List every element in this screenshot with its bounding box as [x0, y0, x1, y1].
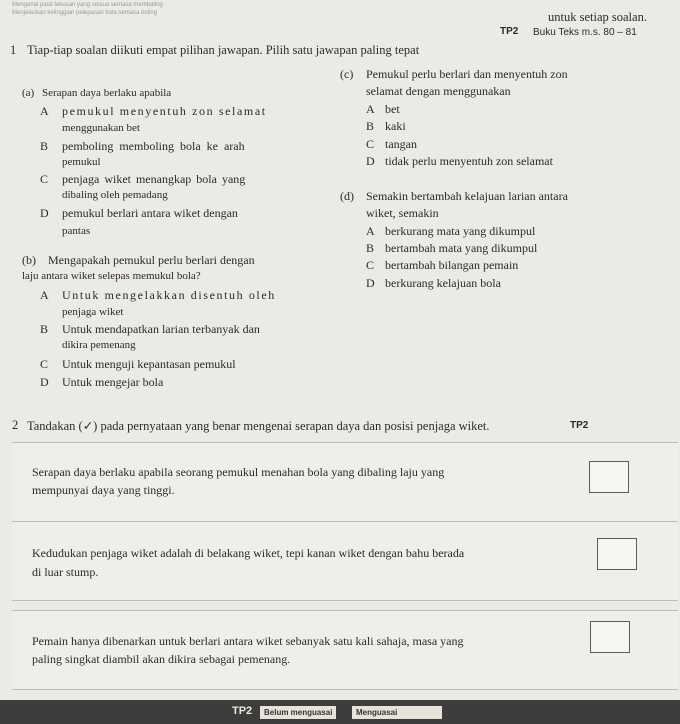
option-a-B-text-2: pemukul: [62, 156, 101, 168]
footer-tp-badge: TP2: [232, 705, 253, 717]
option-a-C-text[interactable]: penjaga wiket menangkap bola yang: [62, 172, 246, 186]
section-2-instruction: Tandakan (✓) pada pernyataan yang benar mengenai serapan daya dan posisi penjaga wiket.: [27, 419, 490, 433]
option-a-D-text-2: pantas: [62, 225, 91, 237]
statement-1-line-2: mempunyai daya yang tinggi.: [32, 483, 175, 497]
option-c-A-letter[interactable]: A: [366, 102, 375, 116]
option-c-D-text[interactable]: tidak perlu menyentuh zon selamat: [385, 154, 553, 168]
option-b-A-text-2: penjaga wiket: [62, 306, 124, 318]
question-b-stem: Mengapakah pemukul perlu berlari dengan: [48, 253, 255, 267]
option-b-A-letter[interactable]: A: [40, 288, 49, 302]
statement-2-line-2: di luar stump.: [32, 565, 99, 579]
option-d-B-text[interactable]: bertambah mata yang dikumpul: [385, 241, 538, 255]
option-a-D-text[interactable]: pemukul berlari antara wiket dengan: [62, 206, 238, 220]
question-c-stem-2: selamat dengan menggunakan: [366, 84, 511, 98]
tick-box-3[interactable]: [590, 621, 630, 653]
question-d-stem: Semakin bertambah kelajuan larian antara: [366, 189, 568, 203]
option-a-B-letter[interactable]: B: [40, 139, 49, 153]
option-a-D-letter[interactable]: D: [40, 206, 49, 220]
option-c-D-letter[interactable]: D: [366, 154, 375, 168]
option-b-B-text-2: dikira pemenang: [62, 339, 136, 351]
option-d-D-text[interactable]: berkurang kelajuan bola: [385, 276, 501, 290]
statement-1-line-1: Serapan daya berlaku apabila seorang pemukul menahan bola yang dibaling laju yang: [32, 465, 445, 479]
question-b-label: (b): [22, 253, 36, 267]
footer-belum-menguasai[interactable]: Belum menguasai: [260, 706, 336, 719]
option-a-B-text[interactable]: pemboling memboling bola ke arah: [62, 139, 245, 153]
question-c-label: (c): [340, 67, 354, 81]
faint-header-line-1: Mengenal pasti tekusan yang sesuai semasa membaling: [12, 2, 163, 8]
question-a-stem: Serapan daya berlaku apabila: [42, 87, 172, 99]
option-a-A-text-2: menggunakan bet: [62, 122, 140, 134]
section-2-tp-badge: TP2: [570, 420, 589, 431]
statement-card-2: [12, 521, 678, 601]
option-a-A-text[interactable]: pemukul menyentuh zon selamat: [62, 104, 267, 118]
question-b-stem-2: laju antara wiket selepas memukul bola?: [22, 270, 201, 282]
option-a-C-letter[interactable]: C: [40, 172, 49, 186]
option-b-A-text[interactable]: Untuk mengelakkan disentuh oleh: [62, 288, 276, 302]
option-a-A-letter[interactable]: A: [40, 104, 49, 118]
option-b-C-letter[interactable]: C: [40, 357, 49, 371]
option-b-B-text[interactable]: Untuk mendapatkan larian terbanyak dan: [62, 322, 260, 336]
tp-badge: TP2: [500, 26, 519, 37]
statement-3-line-1: Pemain hanya dibenarkan untuk berlari antara wiket sebanyak satu kali sahaja, masa yang: [32, 634, 464, 648]
tick-box-2[interactable]: [597, 538, 637, 570]
option-b-C-text[interactable]: Untuk menguji kepantasan pemukul: [62, 357, 236, 371]
question-c-stem: Pemukul perlu berlari dan menyentuh zon: [366, 67, 568, 81]
option-d-C-letter[interactable]: C: [366, 258, 375, 272]
section-1-instruction: Tiap-tiap soalan diikuti empat pilihan jawapan. Pilih satu jawapan paling tepat: [27, 43, 420, 57]
section-2-number: 2: [12, 418, 19, 432]
footer-bar: [0, 700, 680, 724]
statement-3-line-2: paling singkat diambil akan dikira sebagai pemenang.: [32, 652, 291, 666]
question-a-label: (a): [22, 87, 35, 99]
option-c-B-letter[interactable]: B: [366, 119, 375, 133]
question-d-label: (d): [340, 189, 354, 203]
tick-box-1[interactable]: [589, 461, 629, 493]
option-c-C-text[interactable]: tangan: [385, 137, 417, 151]
book-reference: Buku Teks m.s. 80 – 81: [533, 27, 637, 38]
option-d-B-letter[interactable]: B: [366, 241, 375, 255]
statement-card-1: [12, 442, 678, 522]
option-d-A-text[interactable]: berkurang mata yang dikumpul: [385, 224, 536, 238]
statement-card-3: [12, 610, 678, 690]
option-d-D-letter[interactable]: D: [366, 276, 375, 290]
option-a-C-text-2: dibaling oleh pemadang: [62, 189, 168, 201]
option-c-B-text[interactable]: kaki: [385, 119, 406, 133]
option-c-A-text[interactable]: bet: [385, 102, 400, 116]
option-b-D-letter[interactable]: D: [40, 375, 49, 389]
option-b-B-letter[interactable]: B: [40, 322, 49, 336]
option-c-C-letter[interactable]: C: [366, 137, 375, 151]
faint-header-line-2: Menjelaskan kelinggian pelepasan bola semasa boling: [12, 10, 158, 16]
footer-menguasai[interactable]: Menguasai: [352, 706, 442, 719]
option-b-D-text[interactable]: Untuk mengejar bola: [62, 375, 164, 389]
section-1-number: 1: [10, 43, 17, 57]
statement-2-line-1: Kedudukan penjaga wiket adalah di belakang wiket, tepi kanan wiket dengan bahu berada: [32, 546, 465, 560]
instruction-continuation: untuk setiap soalan.: [548, 10, 647, 24]
question-d-stem-2: wiket, semakin: [366, 206, 439, 220]
option-d-C-text[interactable]: bertambah bilangan pemain: [385, 258, 519, 272]
option-d-A-letter[interactable]: A: [366, 224, 375, 238]
